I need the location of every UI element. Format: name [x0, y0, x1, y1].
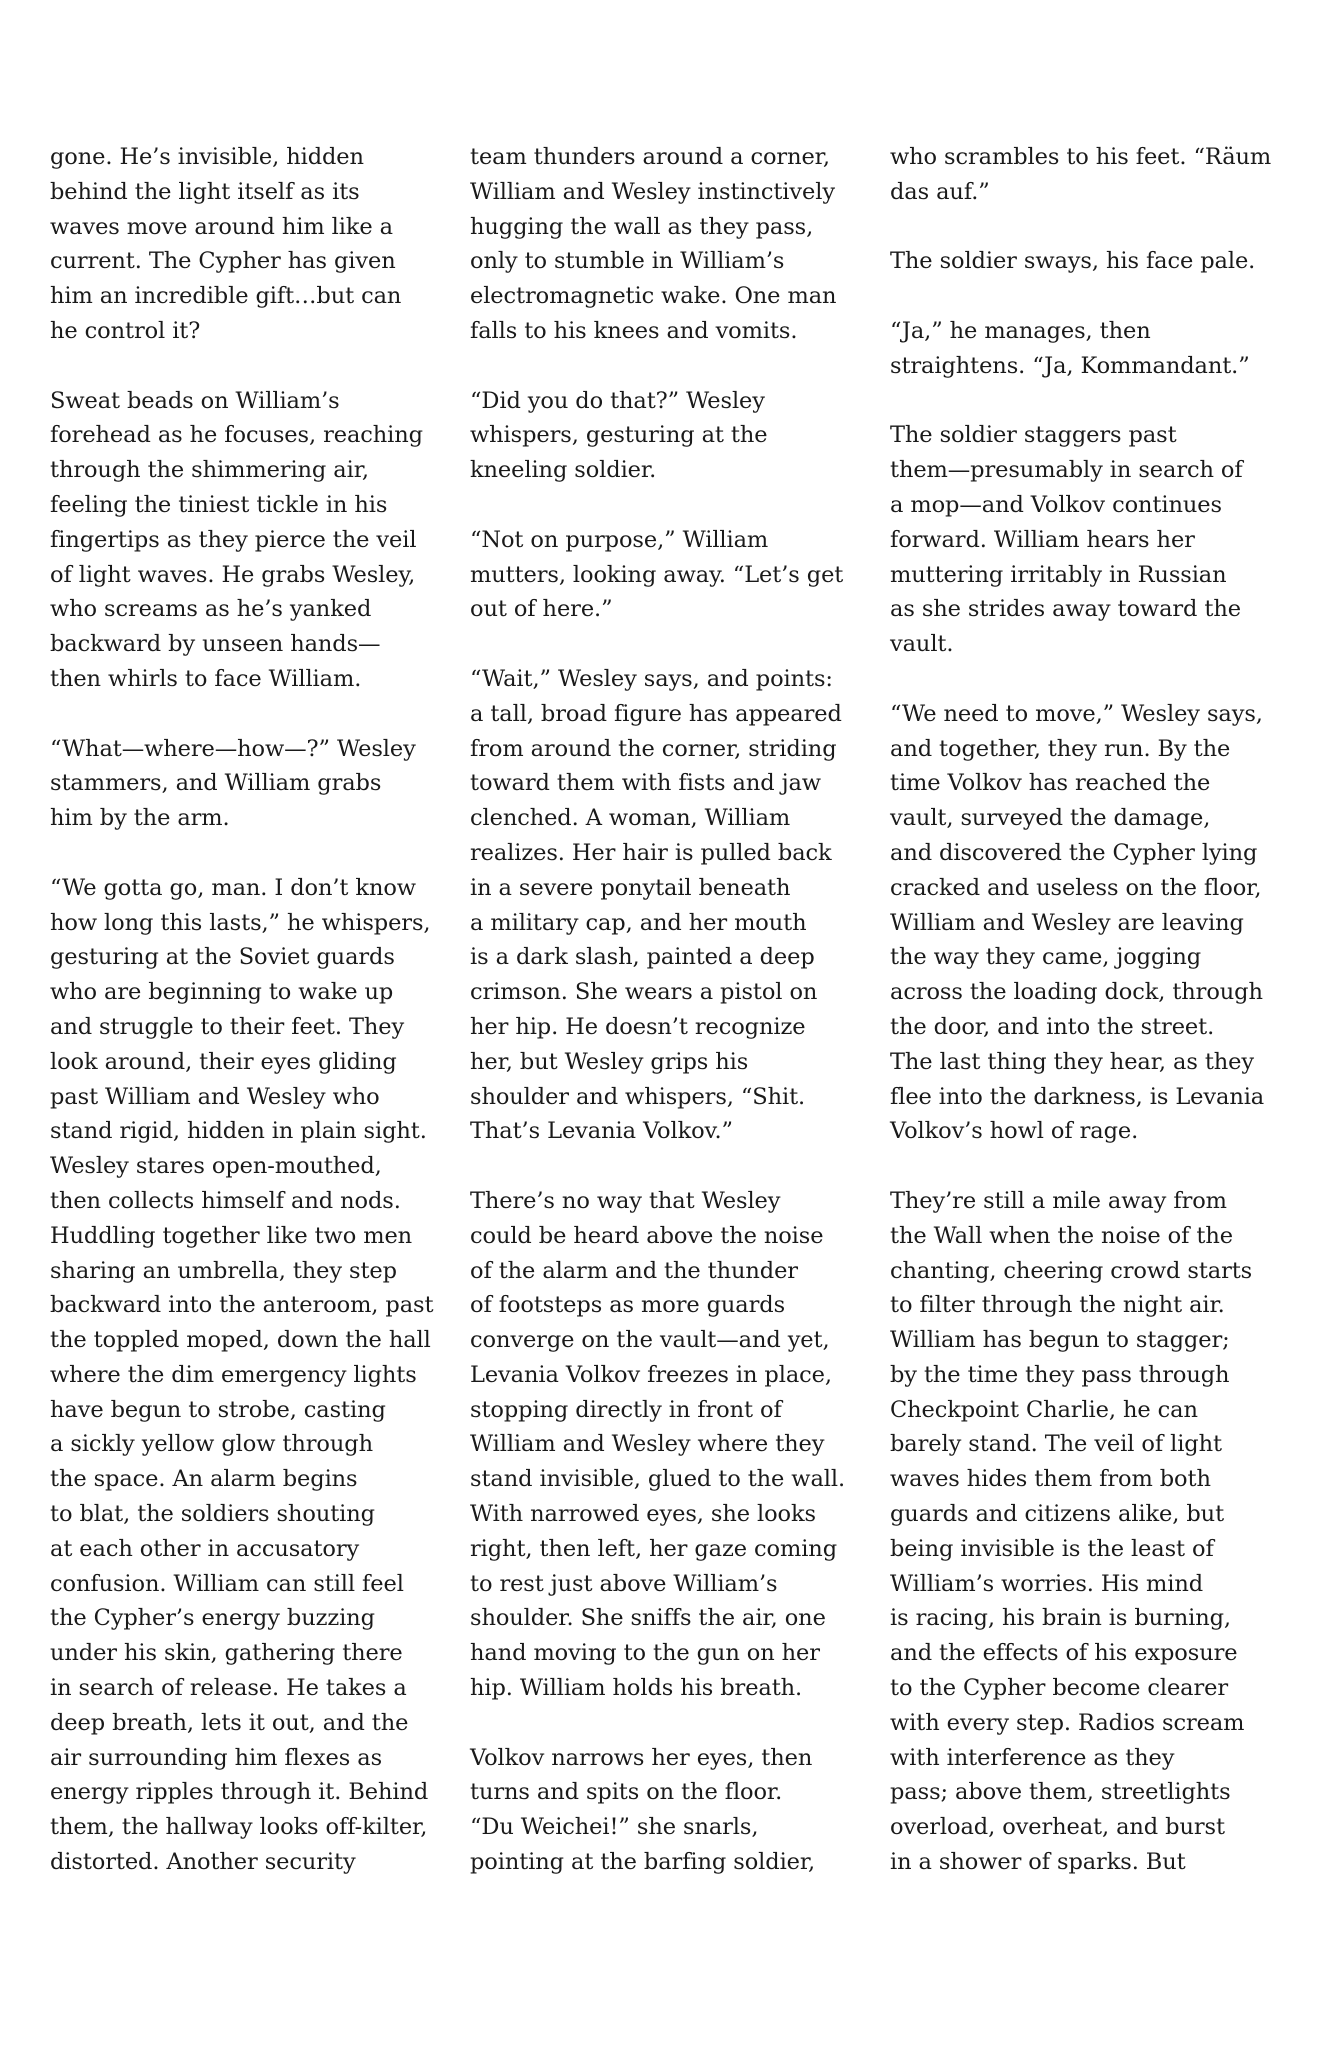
text-line: William and Wesley instinctively — [470, 178, 835, 205]
text-line: hand moving to the gun on her — [470, 1640, 820, 1667]
paragraph — [470, 1741, 870, 1880]
text-line: being invisible is the least of — [890, 1535, 1214, 1562]
text-line: stand invisible, glued to the wall. — [470, 1466, 846, 1493]
paragraph-gap — [50, 836, 450, 871]
paragraph-gap — [470, 488, 870, 523]
text-line: gone. He’s invisible, hidden — [50, 144, 364, 170]
text-line: and the effects of his exposure — [890, 1640, 1238, 1667]
text-line: in a shower of sparks. But — [890, 1849, 1186, 1876]
text-line: then whirls to face William. — [50, 665, 362, 692]
text-line: look around, their eyes gliding — [50, 1048, 397, 1075]
text-line: who screams as he’s yanked — [50, 596, 372, 623]
text-line: to rest just above William’s — [470, 1570, 778, 1597]
text-line: backward into the anteroom, past — [50, 1292, 434, 1319]
paragraph-gap — [470, 627, 870, 662]
paragraph — [890, 1184, 1290, 1880]
text-line: distorted. Another security — [50, 1849, 356, 1876]
text-line: vault. — [890, 631, 954, 658]
paragraph — [50, 871, 450, 1880]
paragraph — [890, 244, 1290, 279]
text-line: muttering irritably in Russian — [890, 561, 1227, 588]
text-line: That’s Levania Volkov.” — [470, 1118, 733, 1145]
text-line: They’re still a mile away from — [890, 1187, 1227, 1214]
text-line: “Not on purpose,” William — [470, 526, 769, 553]
text-line: cracked and useless on the floor, — [890, 874, 1262, 901]
text-line: of footsteps as more guards — [470, 1292, 786, 1319]
text-line: in a severe ponytail beneath — [470, 874, 791, 901]
text-line: is a dark slash, painted a deep — [470, 944, 815, 971]
text-line: her, but Wesley grips his — [470, 1048, 749, 1075]
text-line: of light waves. He grabs Wesley, — [50, 561, 416, 588]
text-line: mutters, looking away. “Let’s get — [470, 561, 844, 588]
text-line: flee into the darkness, is Levania — [890, 1083, 1265, 1110]
text-line: forward. William hears her — [890, 526, 1195, 553]
text-line: confusion. William can still feel — [50, 1570, 404, 1597]
paragraph-gap — [890, 210, 1290, 245]
text-line: air surrounding him flexes as — [50, 1744, 383, 1771]
text-line: backward by unseen hands— — [50, 631, 381, 658]
text-line: whispers, gesturing at the — [470, 422, 768, 449]
text-line: current. The Cypher has given — [50, 248, 396, 275]
text-line: stopping directly in front of — [470, 1396, 782, 1423]
text-line: With narrowed eyes, she looks — [470, 1501, 816, 1528]
text-line: deep breath, lets it out, and the — [50, 1709, 409, 1736]
text-line: have begun to strobe, casting — [50, 1396, 386, 1423]
text-line: time Volkov has reached the — [890, 770, 1211, 797]
text-line: could be heard above the noise — [470, 1222, 824, 1249]
text-line: William has begun to stagger; — [890, 1327, 1230, 1354]
paragraph-gap — [470, 1149, 870, 1184]
text-line: barely stand. The veil of light — [890, 1431, 1222, 1458]
text-line: the Wall when the noise of the — [890, 1222, 1233, 1249]
text-line: William and Wesley where they — [470, 1431, 825, 1458]
text-line: Volkov narrows her eyes, then — [470, 1744, 813, 1771]
text-line: Wesley stares open-mouthed, — [50, 1153, 382, 1180]
text-line: clenched. A woman, William — [470, 805, 791, 832]
text-line: turns and spits on the floor. — [470, 1779, 783, 1806]
text-line: feeling the tiniest tickle in his — [50, 491, 388, 518]
text-line: stammers, and William grabs — [50, 770, 382, 797]
paragraph-gap — [890, 1149, 1290, 1184]
text-line: who scrambles to his feet. “Räum — [890, 144, 1272, 170]
text-line: “Ja,” he manages, then — [890, 317, 1151, 344]
text-line: the space. An alarm begins — [50, 1466, 358, 1493]
text-line: shoulder and whispers, “Shit. — [470, 1083, 806, 1110]
text-line: the way they came, jogging — [890, 944, 1202, 971]
text-line: right, then left, her gaze coming — [470, 1535, 837, 1562]
text-line: who are beginning to wake up — [50, 979, 394, 1006]
text-line: Checkpoint Charlie, he can — [890, 1396, 1198, 1423]
text-line: falls to his knees and vomits. — [470, 317, 798, 344]
text-line: das auf.” — [890, 178, 990, 205]
text-line: “Wait,” Wesley says, and points: — [470, 665, 833, 692]
text-line: and together, they run. By the — [890, 735, 1231, 762]
text-line: the toppled moped, down the hall — [50, 1327, 431, 1354]
text-line: to filter through the night air. — [890, 1292, 1225, 1319]
text-line: out of here.” — [470, 596, 613, 623]
text-line: “We gotta go, man. I don’t know — [50, 874, 416, 901]
text-line: “We need to move,” Wesley says, — [890, 700, 1263, 727]
text-line: chanting, cheering crowd starts — [890, 1257, 1253, 1284]
paragraph-gap — [890, 279, 1290, 314]
text-line: a tall, broad figure has appeared — [470, 700, 842, 727]
text-line: he control it? — [50, 317, 201, 344]
text-line: Huddling together like two men — [50, 1222, 413, 1249]
text-line: and struggle to their feet. They — [50, 1013, 405, 1040]
text-line: with interference as they — [890, 1744, 1175, 1771]
text-line: how long this lasts,” he whispers, — [50, 909, 431, 936]
text-line: shoulder. She sniffs the air, one — [470, 1605, 826, 1632]
text-line: with every step. Radios scream — [890, 1709, 1245, 1736]
paragraph-gap — [470, 1706, 870, 1741]
text-line: of the alarm and the thunder — [470, 1257, 798, 1284]
text-line: pass; above them, streetlights — [890, 1779, 1231, 1806]
paragraph — [470, 384, 870, 488]
text-line: converge on the vault—and yet, — [470, 1327, 830, 1354]
text-line: stand rigid, hidden in plain sight. — [50, 1118, 427, 1145]
text-line: past William and Wesley who — [50, 1083, 380, 1110]
text-line: toward them with fists and jaw — [470, 770, 821, 797]
text-line: team thunders around a corner, — [470, 144, 830, 170]
text-line: Levania Volkov freezes in place, — [470, 1361, 832, 1388]
text-line: behind the light itself as its — [50, 178, 360, 205]
text-line: at each other in accusatory — [50, 1535, 360, 1562]
text-line: Sweat beads on William’s — [50, 387, 340, 414]
paragraph-gap — [50, 697, 450, 732]
text-column-2 — [470, 140, 870, 1880]
text-line: him an incredible gift…but can — [50, 283, 402, 310]
text-line: in search of release. He takes a — [50, 1675, 407, 1702]
text-column-1 — [50, 140, 450, 1880]
text-line: waves hides them from both — [890, 1466, 1211, 1493]
paragraph — [470, 662, 870, 1149]
text-line: the door, and into the street. — [890, 1013, 1215, 1040]
text-line: hip. William holds his breath. — [470, 1675, 803, 1702]
text-line: them—presumably in search of — [890, 457, 1243, 484]
text-line: her hip. He doesn’t recognize — [470, 1013, 806, 1040]
text-line: overload, overheat, and burst — [890, 1814, 1225, 1841]
text-line: from around the corner, striding — [470, 735, 837, 762]
text-line: a mop—and Volkov continues — [890, 491, 1222, 518]
text-line: then collects himself and nods. — [50, 1187, 401, 1214]
text-line: The last thing they hear, as they — [890, 1048, 1254, 1075]
text-line: pointing at the barfing soldier, — [470, 1849, 816, 1876]
text-line: Volkov’s howl of rage. — [890, 1118, 1139, 1145]
text-line: “What—where—how—?” Wesley — [50, 735, 416, 762]
text-line: realizes. Her hair is pulled back — [470, 839, 832, 866]
paragraph — [50, 732, 450, 836]
text-line: crimson. She wears a pistol on — [470, 979, 818, 1006]
text-line: through the shimmering air, — [50, 457, 369, 484]
text-line: vault, surveyed the damage, — [890, 805, 1211, 832]
text-line: only to stumble in William’s — [470, 248, 785, 275]
text-line: electromagnetic wake. One man — [470, 283, 837, 310]
text-line: where the dim emergency lights — [50, 1361, 417, 1388]
text-line: William and Wesley are leaving — [890, 909, 1244, 936]
text-line: a military cap, and her mouth — [470, 909, 807, 936]
text-line: hugging the wall as they pass, — [470, 213, 814, 240]
paragraph — [890, 314, 1290, 384]
text-line: There’s no way that Wesley — [470, 1187, 781, 1214]
text-line: to blat, the soldiers shouting — [50, 1501, 375, 1528]
text-line: The soldier staggers past — [890, 422, 1177, 449]
paragraph — [890, 418, 1290, 662]
text-line: William’s worries. His mind — [890, 1570, 1204, 1597]
text-line: straightens. “Ja, Kommandant.” — [890, 352, 1250, 379]
text-line: them, the hallway looks off-kilter, — [50, 1814, 428, 1841]
text-line: forehead as he focuses, reaching — [50, 422, 423, 449]
paragraph — [890, 697, 1290, 1149]
paragraph-gap — [890, 662, 1290, 697]
text-line: the Cypher’s energy buzzing — [50, 1605, 375, 1632]
paragraph — [470, 1184, 870, 1706]
paragraph-gap — [470, 349, 870, 384]
text-line: a sickly yellow glow through — [50, 1431, 373, 1458]
text-line: “Du Weichei!” she snarls, — [470, 1814, 759, 1841]
text-line: to the Cypher become clearer — [890, 1675, 1229, 1702]
paragraph — [50, 384, 450, 697]
paragraph — [890, 140, 1290, 210]
text-line: under his skin, gathering there — [50, 1640, 403, 1667]
text-line: fingertips as they pierce the veil — [50, 526, 417, 553]
text-line: sharing an umbrella, they step — [50, 1257, 397, 1284]
text-line: gesturing at the Soviet guards — [50, 944, 395, 971]
text-line: by the time they pass through — [890, 1361, 1230, 1388]
paragraph — [470, 140, 870, 349]
text-line: guards and citizens alike, but — [890, 1501, 1225, 1528]
text-line: and discovered the Cypher lying — [890, 839, 1258, 866]
text-line: waves move around him like a — [50, 213, 393, 240]
text-line: across the loading dock, through — [890, 979, 1263, 1006]
paragraph-gap — [890, 384, 1290, 419]
text-line: him by the arm. — [50, 805, 230, 832]
text-column-3 — [890, 140, 1290, 1880]
text-line: energy ripples through it. Behind — [50, 1779, 429, 1806]
paragraph-gap — [50, 349, 450, 384]
text-line: The soldier sways, his face pale. — [890, 248, 1256, 275]
paragraph — [50, 140, 450, 349]
text-line: kneeling soldier. — [470, 457, 657, 484]
text-line: as she strides away toward the — [890, 596, 1241, 623]
paragraph — [470, 523, 870, 627]
text-line: “Did you do that?” Wesley — [470, 387, 765, 414]
text-line: is racing, his brain is burning, — [890, 1605, 1231, 1632]
